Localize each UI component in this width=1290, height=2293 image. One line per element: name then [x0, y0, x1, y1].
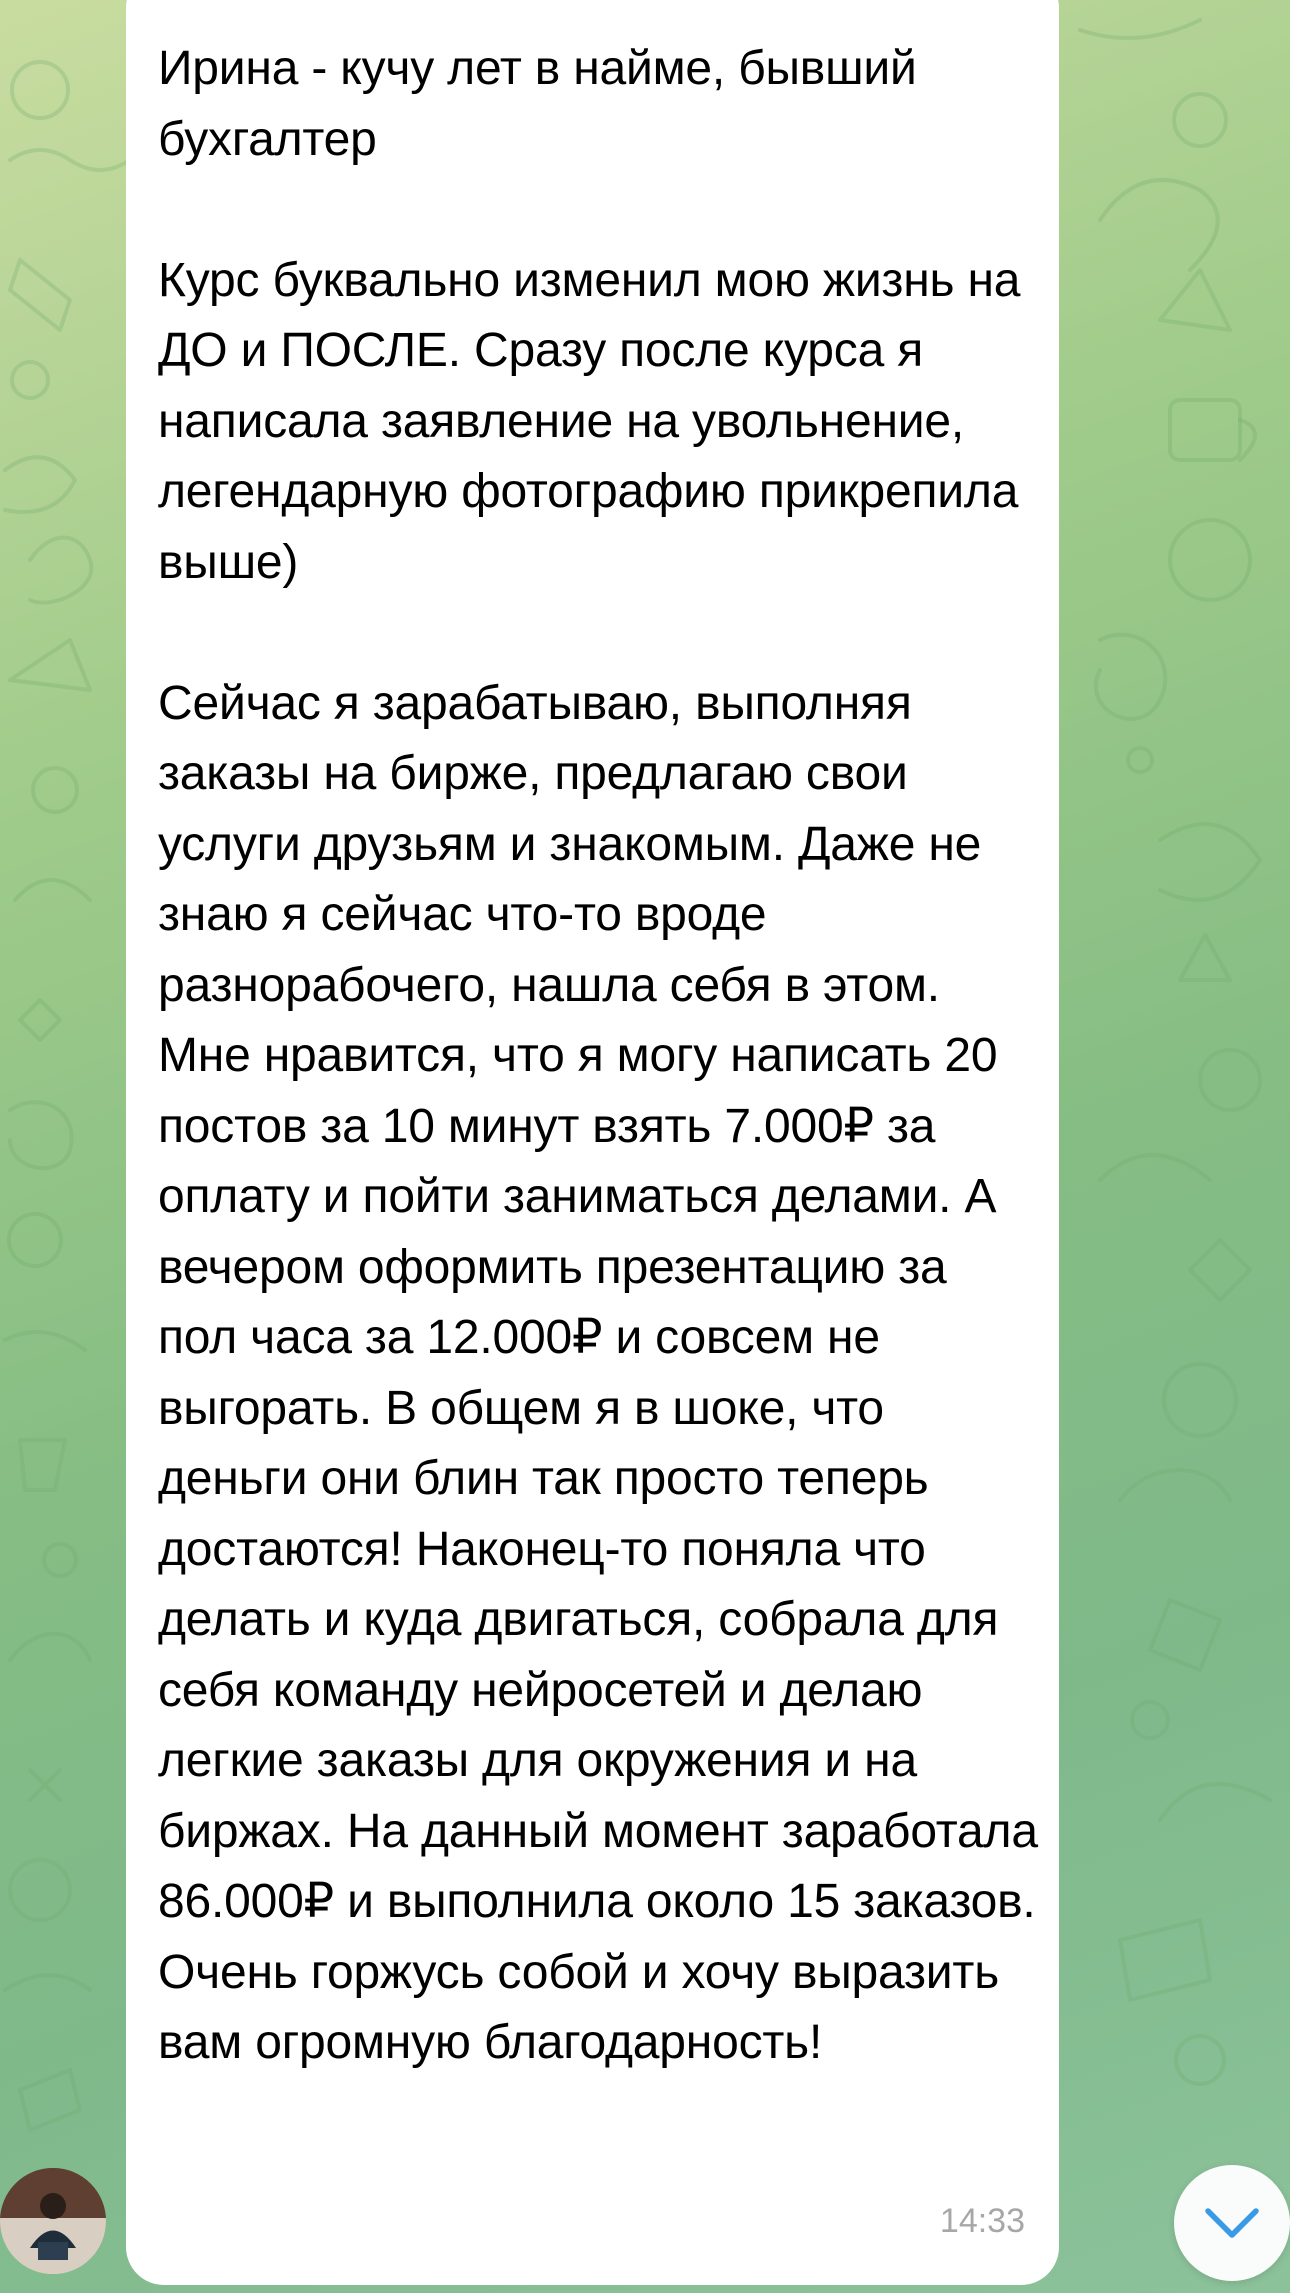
message-time: 14:33 — [939, 2202, 1025, 2240]
message-text — [158, 34, 1038, 2079]
message-bubble[interactable] — [126, 0, 1059, 2285]
avatar-photo — [0, 2168, 106, 2274]
scroll-down-button[interactable] — [1174, 2165, 1290, 2281]
message-paragraph: Сейчас я зарабатываю, выполняя заказы на бирже, предлагаю свои услуги друзьям и знакомым. Даже не знаю я сейчас что-то вроде разнорабочего, нашла себя в этом. Мне нравится, что я могу написать 20 постов за 10 минут взять 7.000₽ за оплату и пойти заниматься делами. А вечером оформить презентацию за пол часа за 12.000₽ и совсем не выгорать. В общем я в шоке, что деньги они блин так просто теперь достаются! Наконец-то поняла что делать и куда двигаться, собрала для себя команду нейросетей и делаю легкие заказы для окружения и на биржах. На данный момент заработала 86.000₽ и выполнила около 15 заказов. Очень горжусь собой и хочу выразить вам огромную благодарность! — [158, 676, 1038, 2069]
sender-avatar[interactable] — [0, 2168, 106, 2274]
message-paragraph: Курс буквально изменил мою жизнь на ДО и ПОСЛЕ. Сразу после курса я написала заявление на увольнение, легендарную фотографию прикрепила выше) — [158, 253, 1021, 589]
chevron-down-icon — [1204, 2206, 1260, 2240]
message-paragraph: Ирина - кучу лет в найме, бывший бухгалтер — [158, 42, 917, 166]
